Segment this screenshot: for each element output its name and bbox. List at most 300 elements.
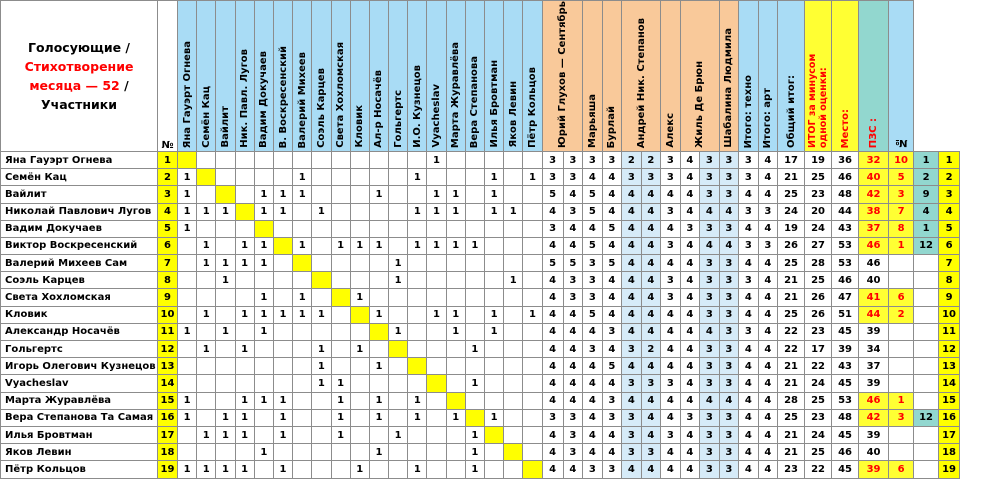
vote-cell[interactable] [273,392,292,409]
vote-cell[interactable] [446,255,465,272]
vote-cell[interactable] [312,237,331,254]
vote-cell[interactable] [465,358,484,375]
vote-cell[interactable] [312,306,331,323]
vote-cell[interactable] [446,306,465,323]
judge-score[interactable] [583,237,603,254]
judge-score[interactable] [583,203,603,220]
vote-cell[interactable] [408,289,427,306]
judge-score[interactable] [680,426,700,443]
judge-score[interactable] [758,203,778,220]
vote-cell[interactable] [350,151,369,168]
vote-cell[interactable] [504,444,523,461]
judge-score[interactable] [661,392,681,409]
judge-score[interactable] [583,323,603,340]
vote-cell[interactable] [408,341,427,358]
judge-score[interactable] [661,358,681,375]
vote-cell[interactable] [408,186,427,203]
vote-cell[interactable] [389,151,408,168]
vote-cell[interactable] [369,375,388,392]
vote-cell[interactable] [504,341,523,358]
judge-score[interactable] [680,169,700,186]
vote-cell[interactable] [254,169,273,186]
vote-cell[interactable] [427,272,446,289]
judge-score[interactable] [719,341,739,358]
judge-score[interactable] [700,272,720,289]
vote-cell[interactable] [389,409,408,426]
judge-score[interactable] [602,444,622,461]
vote-cell[interactable] [485,289,504,306]
judge-score[interactable] [641,392,661,409]
vote-cell[interactable] [293,392,312,409]
vote-cell[interactable] [485,461,504,478]
vote-cell[interactable] [389,358,408,375]
vote-cell[interactable] [197,358,216,375]
vote-cell[interactable] [408,203,427,220]
judge-score[interactable] [758,151,778,168]
vote-cell[interactable] [504,237,523,254]
judge-score[interactable] [622,409,642,426]
vote-cell[interactable] [216,392,235,409]
judge-score[interactable] [542,151,563,168]
vote-cell[interactable] [216,169,235,186]
judge-score[interactable] [583,220,603,237]
vote-cell[interactable] [178,220,197,237]
judge-score[interactable] [719,203,739,220]
judge-score[interactable] [719,186,739,203]
judge-score[interactable] [739,272,759,289]
vote-cell[interactable] [350,306,369,323]
judge-score[interactable] [622,272,642,289]
vote-cell[interactable] [389,392,408,409]
vote-cell[interactable] [389,341,408,358]
vote-cell[interactable] [504,186,523,203]
judge-score[interactable] [563,358,583,375]
judge-score[interactable] [563,289,583,306]
vote-cell[interactable] [369,409,388,426]
judge-score[interactable] [542,289,563,306]
judge-score[interactable] [739,289,759,306]
judge-score[interactable] [563,237,583,254]
vote-cell[interactable] [446,203,465,220]
vote-cell[interactable] [331,426,350,443]
judge-score[interactable] [758,306,778,323]
vote-cell[interactable] [254,358,273,375]
vote-cell[interactable] [369,272,388,289]
vote-cell[interactable] [389,203,408,220]
vote-cell[interactable] [331,461,350,478]
vote-cell[interactable] [465,237,484,254]
vote-cell[interactable] [235,375,254,392]
judge-score[interactable] [700,289,720,306]
judge-score[interactable] [563,375,583,392]
judge-score[interactable] [700,220,720,237]
vote-cell[interactable] [293,461,312,478]
vote-cell[interactable] [446,392,465,409]
vote-cell[interactable] [178,409,197,426]
judge-score[interactable] [719,220,739,237]
vote-cell[interactable] [369,255,388,272]
judge-score[interactable] [739,186,759,203]
vote-cell[interactable] [446,409,465,426]
vote-cell[interactable] [523,151,542,168]
vote-cell[interactable] [465,203,484,220]
vote-cell[interactable] [465,409,484,426]
vote-cell[interactable] [293,169,312,186]
vote-cell[interactable] [350,203,369,220]
judge-score[interactable] [622,341,642,358]
vote-cell[interactable] [369,151,388,168]
vote-cell[interactable] [504,426,523,443]
vote-cell[interactable] [254,323,273,340]
vote-cell[interactable] [293,151,312,168]
vote-cell[interactable] [485,306,504,323]
vote-cell[interactable] [178,358,197,375]
judge-score[interactable] [542,169,563,186]
vote-cell[interactable] [504,151,523,168]
judge-score[interactable] [719,392,739,409]
judge-score[interactable] [661,426,681,443]
vote-cell[interactable] [485,426,504,443]
vote-cell[interactable] [369,358,388,375]
vote-cell[interactable] [523,203,542,220]
vote-cell[interactable] [293,375,312,392]
vote-cell[interactable] [350,186,369,203]
vote-cell[interactable] [465,272,484,289]
judge-score[interactable] [641,323,661,340]
judge-score[interactable] [719,444,739,461]
vote-cell[interactable] [178,151,197,168]
vote-cell[interactable] [331,169,350,186]
judge-score[interactable] [680,461,700,478]
vote-cell[interactable] [235,186,254,203]
vote-cell[interactable] [446,461,465,478]
vote-cell[interactable] [465,375,484,392]
vote-cell[interactable] [293,409,312,426]
vote-cell[interactable] [389,444,408,461]
vote-cell[interactable] [389,323,408,340]
judge-score[interactable] [719,272,739,289]
vote-cell[interactable] [273,272,292,289]
judge-score[interactable] [700,409,720,426]
vote-cell[interactable] [312,186,331,203]
vote-cell[interactable] [293,358,312,375]
judge-score[interactable] [661,186,681,203]
vote-cell[interactable] [427,444,446,461]
judge-score[interactable] [602,392,622,409]
judge-score[interactable] [680,289,700,306]
vote-cell[interactable] [254,392,273,409]
judge-score[interactable] [739,426,759,443]
vote-cell[interactable] [273,323,292,340]
vote-cell[interactable] [331,341,350,358]
vote-cell[interactable] [389,461,408,478]
vote-cell[interactable] [389,255,408,272]
judge-score[interactable] [583,186,603,203]
judge-score[interactable] [563,341,583,358]
judge-score[interactable] [602,409,622,426]
vote-cell[interactable] [389,169,408,186]
vote-cell[interactable] [254,289,273,306]
judge-score[interactable] [641,426,661,443]
vote-cell[interactable] [485,255,504,272]
vote-cell[interactable] [427,392,446,409]
judge-score[interactable] [739,237,759,254]
vote-cell[interactable] [350,220,369,237]
judge-score[interactable] [661,203,681,220]
judge-score[interactable] [641,220,661,237]
vote-cell[interactable] [273,186,292,203]
judge-score[interactable] [563,203,583,220]
vote-cell[interactable] [408,444,427,461]
judge-score[interactable] [700,392,720,409]
vote-cell[interactable] [235,272,254,289]
vote-cell[interactable] [254,272,273,289]
judge-score[interactable] [661,255,681,272]
vote-cell[interactable] [485,186,504,203]
vote-cell[interactable] [427,289,446,306]
judge-score[interactable] [758,237,778,254]
vote-cell[interactable] [465,426,484,443]
judge-score[interactable] [622,289,642,306]
vote-cell[interactable] [273,306,292,323]
vote-cell[interactable] [178,426,197,443]
vote-cell[interactable] [254,203,273,220]
vote-cell[interactable] [235,237,254,254]
vote-cell[interactable] [350,358,369,375]
vote-cell[interactable] [216,255,235,272]
vote-cell[interactable] [408,255,427,272]
judge-score[interactable] [719,358,739,375]
vote-cell[interactable] [197,461,216,478]
judge-score[interactable] [661,220,681,237]
vote-cell[interactable] [485,358,504,375]
judge-score[interactable] [661,461,681,478]
vote-cell[interactable] [485,272,504,289]
judge-score[interactable] [542,220,563,237]
vote-cell[interactable] [273,289,292,306]
vote-cell[interactable] [178,255,197,272]
judge-score[interactable] [622,426,642,443]
judge-score[interactable] [602,237,622,254]
judge-score[interactable] [758,169,778,186]
judge-score[interactable] [700,375,720,392]
vote-cell[interactable] [408,237,427,254]
vote-cell[interactable] [369,341,388,358]
judge-score[interactable] [758,461,778,478]
vote-cell[interactable] [350,375,369,392]
vote-cell[interactable] [331,392,350,409]
vote-cell[interactable] [293,323,312,340]
vote-cell[interactable] [485,220,504,237]
vote-cell[interactable] [465,220,484,237]
vote-cell[interactable] [504,272,523,289]
vote-cell[interactable] [389,237,408,254]
vote-cell[interactable] [485,444,504,461]
vote-cell[interactable] [389,186,408,203]
vote-cell[interactable] [408,409,427,426]
vote-cell[interactable] [293,203,312,220]
vote-cell[interactable] [331,444,350,461]
vote-cell[interactable] [254,461,273,478]
judge-score[interactable] [542,323,563,340]
judge-score[interactable] [739,461,759,478]
judge-score[interactable] [700,461,720,478]
vote-cell[interactable] [312,272,331,289]
vote-cell[interactable] [235,169,254,186]
judge-score[interactable] [719,289,739,306]
vote-cell[interactable] [523,169,542,186]
judge-score[interactable] [739,409,759,426]
vote-cell[interactable] [197,323,216,340]
vote-cell[interactable] [197,186,216,203]
judge-score[interactable] [602,151,622,168]
vote-cell[interactable] [273,426,292,443]
judge-score[interactable] [641,358,661,375]
judge-score[interactable] [602,289,622,306]
judge-score[interactable] [661,169,681,186]
vote-cell[interactable] [485,392,504,409]
vote-cell[interactable] [216,306,235,323]
judge-score[interactable] [542,426,563,443]
judge-score[interactable] [542,306,563,323]
vote-cell[interactable] [465,151,484,168]
judge-score[interactable] [622,323,642,340]
vote-cell[interactable] [254,306,273,323]
vote-cell[interactable] [312,169,331,186]
judge-score[interactable] [758,444,778,461]
vote-cell[interactable] [235,444,254,461]
vote-cell[interactable] [178,392,197,409]
judge-score[interactable] [680,375,700,392]
vote-cell[interactable] [523,237,542,254]
judge-score[interactable] [583,306,603,323]
judge-score[interactable] [700,341,720,358]
vote-cell[interactable] [235,392,254,409]
vote-cell[interactable] [523,272,542,289]
vote-cell[interactable] [293,220,312,237]
vote-cell[interactable] [427,186,446,203]
vote-cell[interactable] [331,151,350,168]
judge-score[interactable] [700,169,720,186]
vote-cell[interactable] [216,151,235,168]
judge-score[interactable] [719,375,739,392]
vote-cell[interactable] [485,341,504,358]
judge-score[interactable] [563,169,583,186]
vote-cell[interactable] [235,323,254,340]
vote-cell[interactable] [178,323,197,340]
vote-cell[interactable] [485,409,504,426]
vote-cell[interactable] [369,237,388,254]
judge-score[interactable] [622,444,642,461]
judge-score[interactable] [622,392,642,409]
vote-cell[interactable] [504,375,523,392]
vote-cell[interactable] [178,272,197,289]
vote-cell[interactable] [350,255,369,272]
vote-cell[interactable] [427,203,446,220]
vote-cell[interactable] [331,409,350,426]
judge-score[interactable] [719,323,739,340]
judge-score[interactable] [563,255,583,272]
judge-score[interactable] [680,237,700,254]
judge-score[interactable] [739,341,759,358]
vote-cell[interactable] [312,358,331,375]
vote-cell[interactable] [369,289,388,306]
judge-score[interactable] [583,358,603,375]
judge-score[interactable] [583,289,603,306]
vote-cell[interactable] [350,392,369,409]
judge-score[interactable] [602,186,622,203]
vote-cell[interactable] [178,461,197,478]
judge-score[interactable] [583,341,603,358]
judge-score[interactable] [680,272,700,289]
vote-cell[interactable] [235,358,254,375]
vote-cell[interactable] [331,272,350,289]
judge-score[interactable] [719,426,739,443]
judge-score[interactable] [758,358,778,375]
judge-score[interactable] [542,375,563,392]
vote-cell[interactable] [178,237,197,254]
vote-cell[interactable] [389,375,408,392]
vote-cell[interactable] [408,375,427,392]
judge-score[interactable] [641,203,661,220]
vote-cell[interactable] [273,203,292,220]
vote-cell[interactable] [408,426,427,443]
vote-cell[interactable] [427,169,446,186]
judge-score[interactable] [641,341,661,358]
judge-score[interactable] [758,426,778,443]
vote-cell[interactable] [504,461,523,478]
vote-cell[interactable] [197,237,216,254]
vote-cell[interactable] [293,444,312,461]
vote-cell[interactable] [465,186,484,203]
judge-score[interactable] [758,255,778,272]
judge-score[interactable] [542,186,563,203]
vote-cell[interactable] [331,186,350,203]
judge-score[interactable] [739,323,759,340]
vote-cell[interactable] [178,341,197,358]
vote-cell[interactable] [465,341,484,358]
vote-cell[interactable] [216,289,235,306]
judge-score[interactable] [758,272,778,289]
vote-cell[interactable] [504,220,523,237]
vote-cell[interactable] [504,306,523,323]
vote-cell[interactable] [197,220,216,237]
vote-cell[interactable] [254,255,273,272]
vote-cell[interactable] [273,341,292,358]
vote-cell[interactable] [293,186,312,203]
judge-score[interactable] [739,151,759,168]
vote-cell[interactable] [369,392,388,409]
vote-cell[interactable] [446,220,465,237]
judge-score[interactable] [622,186,642,203]
vote-cell[interactable] [293,306,312,323]
vote-cell[interactable] [369,186,388,203]
vote-cell[interactable] [408,358,427,375]
vote-cell[interactable] [312,375,331,392]
judge-score[interactable] [739,203,759,220]
vote-cell[interactable] [197,255,216,272]
judge-score[interactable] [583,272,603,289]
vote-cell[interactable] [369,323,388,340]
vote-cell[interactable] [254,409,273,426]
judge-score[interactable] [661,306,681,323]
vote-cell[interactable] [523,341,542,358]
judge-score[interactable] [542,237,563,254]
vote-cell[interactable] [523,409,542,426]
vote-cell[interactable] [312,220,331,237]
vote-cell[interactable] [369,169,388,186]
vote-cell[interactable] [465,444,484,461]
